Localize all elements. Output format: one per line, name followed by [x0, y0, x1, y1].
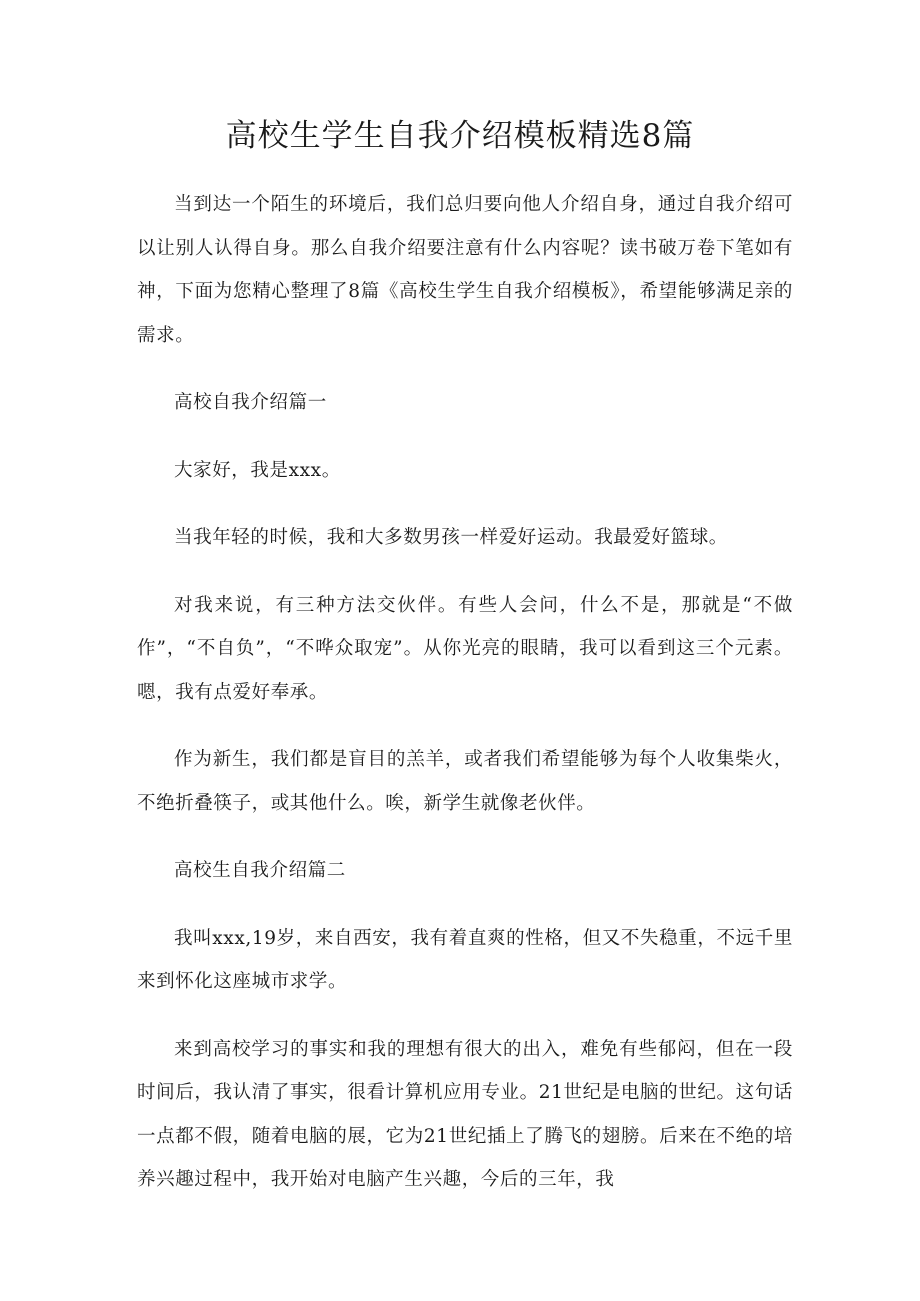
- section-heading-1: 高校自我介绍篇一: [174, 392, 327, 413]
- body-paragraph: 我叫xxx,19岁，来自西安，我有着直爽的性格，但又不失稳重，不远千里来到怀化这座城市求学。: [137, 927, 793, 992]
- body-paragraph: 作为新生，我们都是盲目的羔羊，或者我们希望能够为每个人收集柴火，不绝折叠筷子，或其他什么。唉，新学生就像老伙伴。: [137, 749, 793, 814]
- body-paragraph: 来到高校学习的事实和我的理想有很大的出入，难免有些郁闷，但在一段时间后，我认清了事实，很看计算机应用专业。21世纪是电脑的世纪。这句话一点都不假，随着电脑的展，它为21世纪插上了腾飞的翅膀。后来在不绝的培养兴趣过程中，我开始对电脑产生兴趣，今后的三年，我: [137, 1038, 793, 1190]
- body-paragraph: 对我来说，有三种方法交伙伴。有些人会问，什么不是，那就是“不做作”，“不自负”，“不哗众取宠”。从你光亮的眼睛，我可以看到这三个元素。嗯，我有点爱好奉承。: [137, 594, 793, 703]
- intro-paragraph: 当到达一个陌生的环境后，我们总归要向他人介绍自身，通过自我介绍可以让别人认得自身。那么自我介绍要注意有什么内容呢？读书破万卷下笔如有神，下面为您精心整理了8篇《高校生学生自我介绍模板》，希望能够满足亲的需求。: [137, 194, 793, 346]
- body-paragraph: 当我年轻的时候，我和大多数男孩一样爱好运动。我最爱好篮球。: [174, 527, 728, 548]
- section-heading-2: 高校生自我介绍篇二: [174, 860, 346, 881]
- document-body: [137, 183, 793, 1226]
- body-paragraph: 大家好，我是xxx。: [174, 459, 341, 481]
- document-title: 高校生学生自我介绍模板精选8篇: [225, 118, 695, 154]
